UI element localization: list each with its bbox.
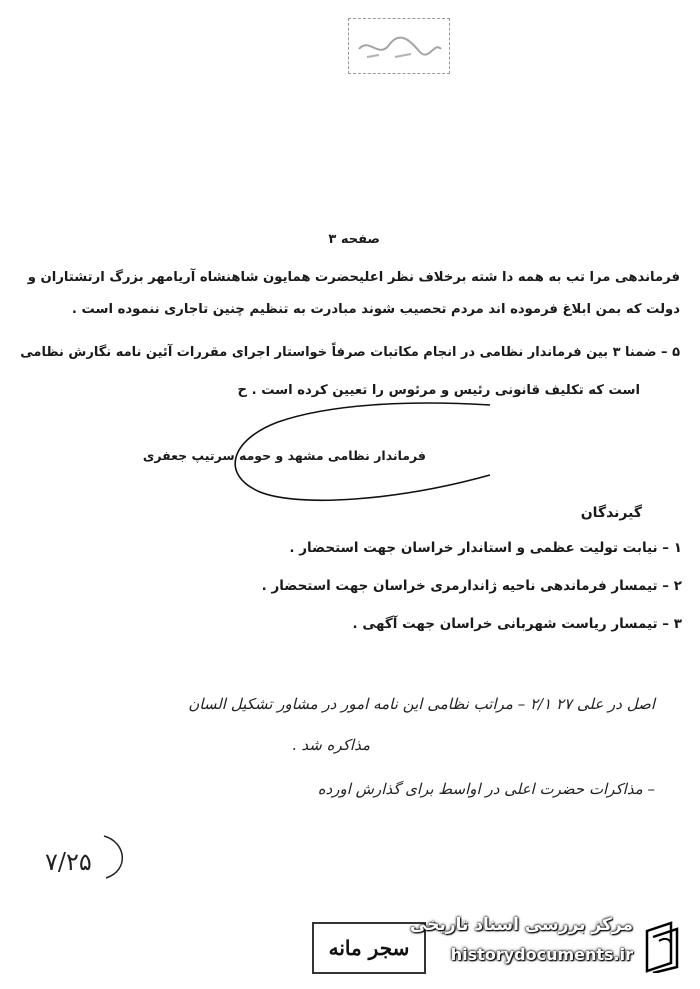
handwritten-number-bracket: [96, 832, 136, 882]
recipients-heading: گیرندگان: [580, 505, 642, 521]
handwritten-note-3: – مذاکرات حضرت اعلی در اواسط برای گذارش اورده: [317, 780, 655, 798]
recipient-3: ۳ – تیمسار ریاست شهربانی خراسان جهت آگهی .: [352, 616, 682, 632]
handwritten-note-1: اصل در علی ۲۷ ۲/۱ – مراتب نظامی این نامه امور در مشاور تشکیل السان: [188, 695, 655, 713]
logo-title: مرکز بررسی اسناد تاریخی: [410, 915, 633, 935]
body-line-4: است که تکلیف قانونی رئیس و مرئوس را تعیین کرده است . ح: [237, 383, 640, 398]
signature-line: فرماندار نظامی مشهد و حومه سرتیپ جعفری: [142, 448, 426, 463]
archive-logo: [400, 905, 695, 985]
archive-stamp-top: [348, 18, 450, 74]
stamp-scribble: [349, 19, 449, 73]
logo-url: historydocuments.ir: [450, 945, 633, 964]
logo-emblem-icon: [641, 921, 687, 973]
recipient-2: ۲ – تیمسار فرماندهی ناحیه ژاندارمری خراسان جهت استحضار .: [261, 578, 682, 594]
handwritten-number: ۷/۲۵: [45, 848, 92, 876]
body-line-3: ۵ – ضمنا ۳ بین فرماندار نظامی در انجام مکاتبات صرفاً خواستار اجرای مقررات آئین نامه نگارش نظامی: [20, 345, 680, 360]
body-line-1: فرماندهی مرا تب به همه دا شته برخلاف نظر اعلیحضرت همایون شاهنشاه آریامهر بزرگ ارتشتاران و: [27, 270, 680, 285]
bottom-stamp-text: سجر مانه: [328, 936, 410, 960]
page-heading: صفحه ۳: [328, 232, 380, 247]
recipient-1: ۱ – نیابت تولیت عظمی و استاندار خراسان جهت استحضار .: [289, 540, 682, 556]
signature-flourish: [190, 400, 520, 510]
body-line-2: دولت که بمن ابلاغ فرموده اند مردم تحصیب شوند مبادرت به تنظیم چنین تاجاری ننموده است .: [71, 302, 680, 317]
handwritten-note-2: مذاکره شد .: [291, 736, 370, 754]
